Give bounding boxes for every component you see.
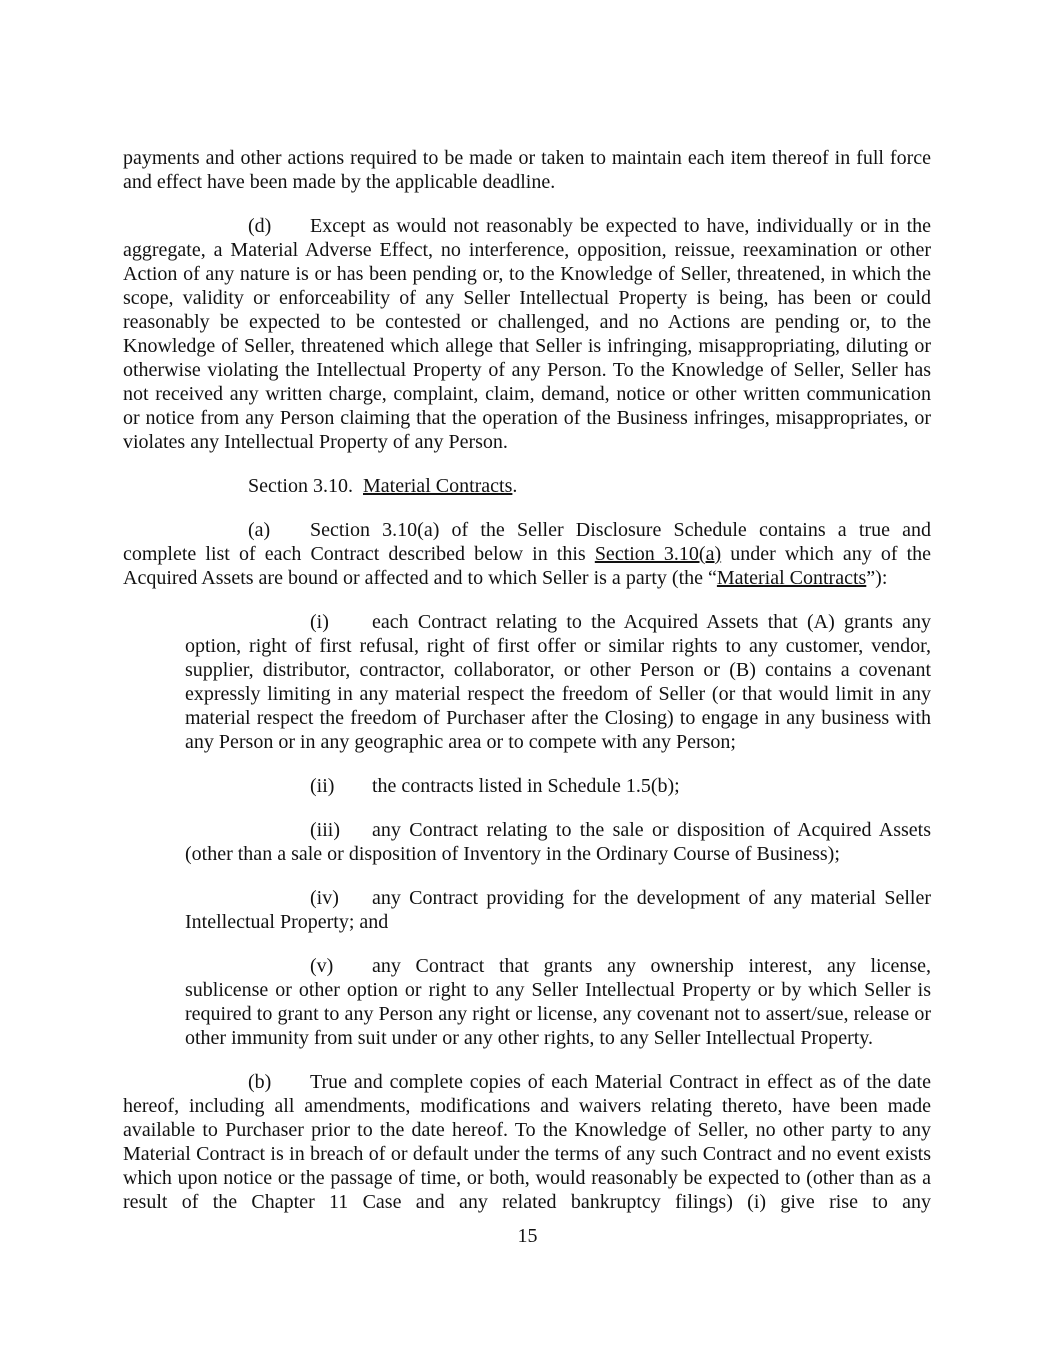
romanette-label-ii: (ii) bbox=[310, 775, 335, 797]
romanette-text-iii: any Contract relating to the sale or disposition of Acquired Assets (other than a sale or disposition of Inventory in the Ordinary Course of Business); bbox=[185, 819, 931, 865]
subsection-a-text-3: ”): bbox=[866, 567, 888, 589]
romanette-item-iv bbox=[185, 886, 931, 934]
romanette-item-iii bbox=[185, 818, 931, 866]
romanette-text-i: each Contract relating to the Acquired Assets that (A) grants any option, right of first refusal, right of first offer or similar rights to any customer, vendor, supplier, distributor, contractor, collaborator, or other Person or (B) contains a covenant expressly limiting in any material respect the freedom of Seller (or that would limit in any material respect the freedom of Purchaser after the Closing) to engage in any business with any Person or in any geographic area or to compete with any Person; bbox=[185, 611, 931, 753]
subsection-d-text: Except as would not reasonably be expected to have, individually or in the aggregate, a Material Adverse Effect, no interference, opposition, reissue, reexamination or other Action of any nature is or has been pending or, to the Knowledge of Seller, threatened, in which the scope, validity or enforceability of any Seller Intellectual Property is being, has been or could reasonably be expected to be contested or challenged, and no Actions are pending or, to the Knowledge of Seller, threatened which allege that Seller is infringing, misappropriating, diluting or otherwise violating the Intellectual Property of any Person. To the Knowledge of Seller, Seller has not received any written charge, complaint, claim, demand, notice or other written communication or notice from any Person claiming that the operation of the Business infringes, misappropriates, or violates any Intellectual Property of any Person. bbox=[123, 215, 931, 453]
continuation-paragraph bbox=[123, 146, 931, 194]
romanette-label-iv: (iv) bbox=[310, 887, 339, 909]
romanette-text-iv: any Contract providing for the development of any material Seller Intellectual Property; and bbox=[185, 887, 931, 933]
subsection-b-label: (b) bbox=[248, 1071, 272, 1093]
romanette-text-ii: the contracts listed in Schedule 1.5(b); bbox=[372, 775, 680, 797]
subsection-d-label: (d) bbox=[248, 215, 272, 237]
subsection-a-paragraph bbox=[123, 518, 931, 590]
romanette-label-iii: (iii) bbox=[310, 819, 340, 841]
continuation-text: payments and other actions required to be made or taken to maintain each item thereof in full force and effect have been made by the applicable deadline. bbox=[123, 147, 931, 193]
subsection-b-text: True and complete copies of each Material Contract in effect as of the date hereof, including all amendments, modifications and waivers relating thereto, have been made available to Purchaser prior to the date hereof. To the Knowledge of Seller, no other party to any Material Contract is in breach of or default under the terms of any such Contract and no event exists which upon notice or the passage of time, or both, would reasonably be expected to (other than as a result of the Chapter 11 Case and any related bankruptcy filings) (i) give rise to any bbox=[123, 1071, 931, 1213]
section-title-period: . bbox=[512, 475, 518, 497]
romanette-item-i bbox=[185, 610, 931, 754]
page-number: 15 bbox=[517, 1225, 538, 1247]
subsection-a-text-2: under which any of the Acquired Assets are bound or affected and to which Seller is a party (the “ bbox=[123, 543, 932, 589]
section-number: Section 3.10. bbox=[248, 475, 353, 497]
subsection-a-text-1: Section 3.10(a) of the Seller Disclosure Schedule contains a true and complete list of each Contract described below in this bbox=[123, 519, 931, 565]
section-3-10-heading bbox=[123, 474, 931, 498]
section-title: Material Contracts bbox=[363, 475, 513, 497]
section-3-10a-reference: Section 3.10(a) bbox=[594, 543, 722, 565]
subsection-d-paragraph bbox=[123, 214, 931, 454]
romanette-text-v: any Contract that grants any ownership interest, any license, sublicense or other option or right to any Seller Intellectual Property or by which Seller is required to grant to any Person any right or license, any covenant not to assert/sue, release or other immunity from suit under or any other rights, to any Seller Intellectual Property. bbox=[185, 955, 931, 1049]
romanette-label-v: (v) bbox=[310, 955, 334, 977]
romanette-item-v bbox=[185, 954, 931, 1050]
romanette-item-ii bbox=[185, 774, 931, 798]
subsection-b-paragraph bbox=[123, 1070, 931, 1214]
subsection-a-label: (a) bbox=[248, 519, 271, 541]
romanette-label-i: (i) bbox=[310, 611, 329, 633]
defined-term-material-contracts: Material Contracts bbox=[716, 567, 867, 589]
